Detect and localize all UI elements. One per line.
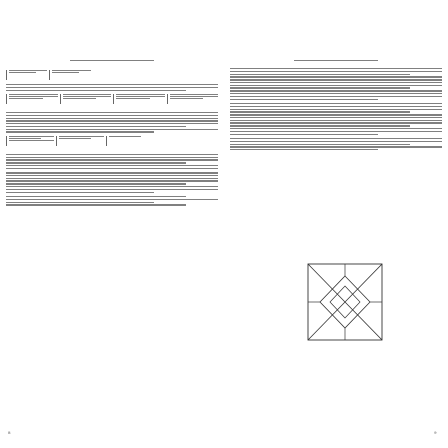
numbered-list: [230, 103, 442, 135]
table-cell: [6, 136, 54, 146]
paragraph: [6, 84, 218, 91]
left-header-list: [6, 70, 91, 80]
table-cell: [60, 94, 112, 104]
list-item: [49, 70, 90, 80]
running-head-right: [230, 60, 442, 61]
table-cell: [106, 136, 154, 146]
footnotes: [6, 196, 218, 206]
figure-line: [308, 264, 345, 302]
numbered-list: [230, 68, 442, 100]
geometric-figure: [306, 262, 384, 342]
left-column: [6, 68, 218, 368]
page-number-right: 9: [434, 430, 437, 435]
paragraph: [6, 112, 218, 133]
table-grid: [6, 94, 218, 104]
figure-line: [308, 302, 345, 340]
table-grid: [6, 136, 154, 146]
page-number-left: 8: [8, 430, 11, 435]
table-cell: [113, 94, 165, 104]
figure-line: [345, 302, 382, 340]
figure-line: [345, 264, 382, 302]
table-cell: [56, 136, 104, 146]
paragraph: [230, 138, 442, 151]
running-head-left: [6, 60, 218, 61]
list-item: [6, 70, 47, 80]
table-cell: [167, 94, 219, 104]
table-cell: [6, 94, 58, 104]
paragraph: [6, 154, 218, 169]
paragraph: [6, 172, 218, 193]
